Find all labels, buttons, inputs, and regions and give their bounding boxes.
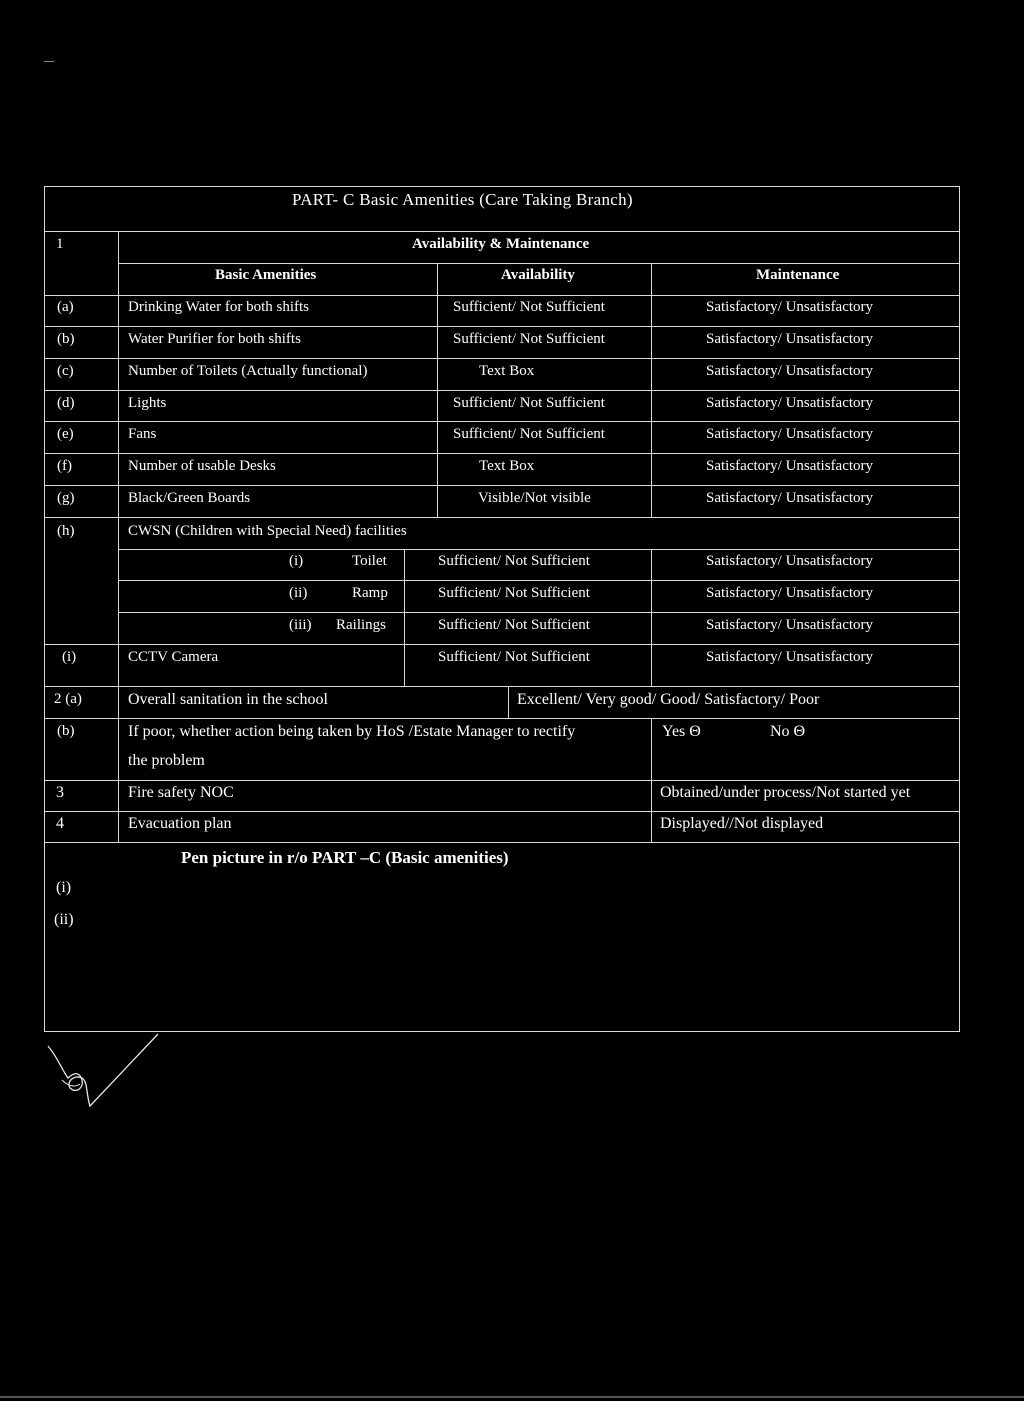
evacuation-plan-label: Evacuation plan (128, 815, 232, 832)
pen-picture-item: (i) (56, 879, 72, 896)
maintenance-options[interactable]: Satisfactory/ Unsatisfactory (706, 553, 874, 569)
maintenance-options[interactable]: Satisfactory/ Unsatisfactory (706, 617, 874, 633)
availability-text-box[interactable]: Text Box (479, 458, 535, 474)
pen-picture-text-area[interactable] (120, 872, 950, 1022)
table-border-top (44, 186, 960, 187)
table-border-left (44, 186, 45, 1032)
amenity-name: Fans (128, 426, 157, 442)
maintenance-options[interactable]: Satisfactory/ Unsatisfactory (706, 585, 874, 601)
maintenance-options[interactable]: Satisfactory/ Unsatisfactory (706, 649, 874, 665)
row-label: (c) (57, 363, 74, 379)
row-divider (44, 811, 960, 812)
availability-options[interactable]: Sufficient/ Not Sufficient (453, 331, 605, 347)
sanitation-question: Overall sanitation in the school (128, 691, 328, 708)
col-divider (651, 263, 652, 517)
row-divider (118, 612, 960, 613)
col-header-amenities: Basic Amenities (215, 267, 317, 283)
maintenance-options[interactable]: Satisfactory/ Unsatisfactory (706, 458, 874, 474)
row-label: (e) (57, 426, 74, 442)
availability-options[interactable]: Sufficient/ Not Sufficient (453, 299, 605, 315)
sub-item-number: (i) (289, 553, 304, 569)
scan-mark (44, 61, 54, 62)
availability-options[interactable]: Sufficient/ Not Sufficient (438, 553, 590, 569)
row-divider (118, 549, 960, 550)
row-label: 4 (56, 815, 64, 832)
row-divider (44, 517, 960, 518)
sub-item-name: Railings (336, 617, 387, 633)
row-label: (b) (57, 723, 75, 739)
row-divider (44, 295, 960, 296)
row-label: (f) (57, 458, 72, 474)
no-option[interactable]: No Θ (770, 723, 806, 740)
row-label: 3 (56, 784, 64, 801)
row-divider (44, 358, 960, 359)
sub-item-name: Toilet (352, 553, 387, 569)
action-question-continued: the problem (128, 752, 205, 769)
yes-option[interactable]: Yes Θ (662, 723, 701, 740)
evacuation-plan-options[interactable]: Displayed//Not displayed (660, 815, 824, 832)
section-number: 1 (56, 236, 64, 252)
row-divider (44, 231, 960, 232)
amenity-name: Black/Green Boards (128, 490, 251, 506)
sub-item-number: (ii) (289, 585, 308, 601)
row-label: (d) (57, 395, 75, 411)
availability-text-box[interactable]: Text Box (479, 363, 535, 379)
row-divider (44, 718, 960, 719)
availability-options[interactable]: Sufficient/ Not Sufficient (438, 585, 590, 601)
row-label: (i) (62, 649, 77, 665)
maintenance-options[interactable]: Satisfactory/ Unsatisfactory (706, 490, 874, 506)
col-divider (118, 231, 119, 842)
row-divider (44, 485, 960, 486)
fire-safety-noc-label: Fire safety NOC (128, 784, 234, 801)
signature-mark (40, 1028, 170, 1113)
availability-options[interactable]: Sufficient/ Not Sufficient (438, 649, 590, 665)
action-question: If poor, whether action being taken by HoS /Estate Manager to rectify (128, 723, 576, 740)
row-divider (118, 580, 960, 581)
sanitation-rating-options[interactable]: Excellent/ Very good/ Good/ Satisfactory/ Poor (517, 691, 820, 708)
amenity-name: Lights (128, 395, 167, 411)
table-border-right (959, 186, 960, 1032)
maintenance-options[interactable]: Satisfactory/ Unsatisfactory (706, 363, 874, 379)
row-divider (44, 453, 960, 454)
maintenance-options[interactable]: Satisfactory/ Unsatisfactory (706, 299, 874, 315)
col-divider (508, 686, 509, 718)
col-divider (404, 549, 405, 686)
amenity-name: Number of Toilets (Actually functional) (128, 363, 368, 379)
form-title: PART- C Basic Amenities (Care Taking Branch) (292, 190, 633, 209)
availability-options[interactable]: Sufficient/ Not Sufficient (453, 426, 605, 442)
row-divider (44, 686, 960, 687)
row-label: 2 (a) (54, 691, 82, 707)
row-divider (44, 326, 960, 327)
col-divider (437, 263, 438, 517)
col-header-availability: Availability (501, 267, 575, 283)
availability-options[interactable]: Sufficient/ Not Sufficient (453, 395, 605, 411)
table-border-bottom (44, 1031, 960, 1032)
sub-item-name: Ramp (352, 585, 388, 601)
row-divider (44, 644, 960, 645)
row-divider (44, 421, 960, 422)
row-label: (h) (57, 523, 75, 539)
amenity-name: CCTV Camera (128, 649, 219, 665)
col-divider (651, 718, 652, 842)
fire-safety-noc-options[interactable]: Obtained/under process/Not started yet (660, 784, 911, 801)
cwsn-heading: CWSN (Children with Special Need) facilities (128, 523, 407, 539)
maintenance-options[interactable]: Satisfactory/ Unsatisfactory (706, 426, 874, 442)
availability-options[interactable]: Visible/Not visible (478, 490, 591, 506)
row-divider (44, 390, 960, 391)
row-divider (118, 263, 960, 264)
row-label: (a) (57, 299, 74, 315)
row-label: (g) (57, 490, 75, 506)
amenity-name: Water Purifier for both shifts (128, 331, 301, 347)
page-bottom-edge (0, 1396, 1024, 1398)
col-header-maintenance: Maintenance (756, 267, 840, 283)
row-label: (b) (57, 331, 75, 347)
row-divider (44, 842, 960, 843)
pen-picture-item: (ii) (54, 911, 74, 928)
pen-picture-heading: Pen picture in r/o PART –C (Basic amenities) (181, 848, 509, 867)
amenity-name: Number of usable Desks (128, 458, 276, 474)
sub-item-number: (iii) (289, 617, 312, 633)
col-divider (651, 549, 652, 686)
group-header: Availability & Maintenance (412, 236, 590, 252)
maintenance-options[interactable]: Satisfactory/ Unsatisfactory (706, 395, 874, 411)
maintenance-options[interactable]: Satisfactory/ Unsatisfactory (706, 331, 874, 347)
row-divider (44, 780, 960, 781)
availability-options[interactable]: Sufficient/ Not Sufficient (438, 617, 590, 633)
amenity-name: Drinking Water for both shifts (128, 299, 309, 315)
